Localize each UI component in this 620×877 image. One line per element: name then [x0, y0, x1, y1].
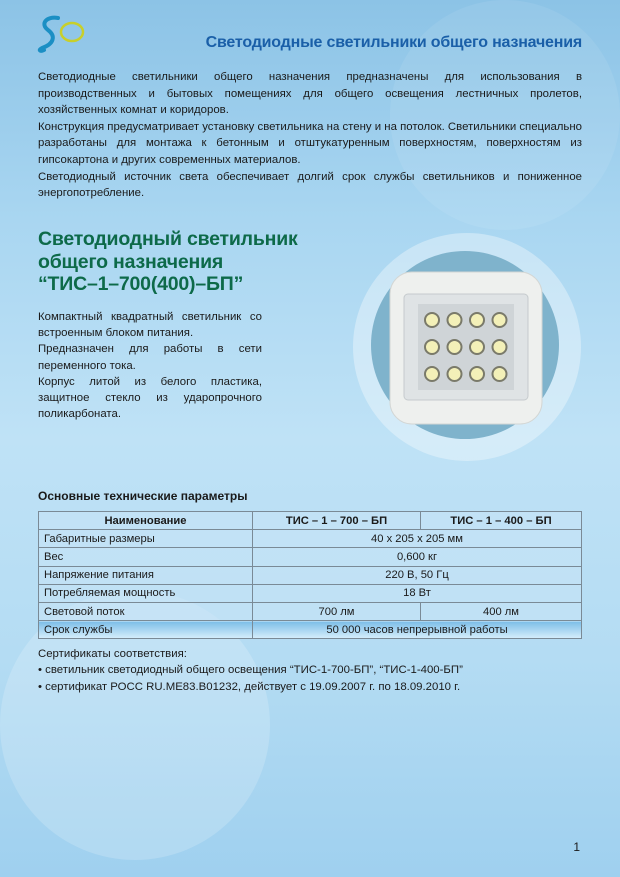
product-description	[38, 309, 262, 422]
row-name: Срок службы	[39, 621, 253, 639]
led-icon	[493, 313, 507, 327]
heading-line: “ТИС–1–700(400)–БП”	[38, 273, 244, 295]
table-row	[39, 548, 582, 566]
led-icon	[448, 313, 462, 327]
row-value: 40 х 205 х 205 мм	[253, 530, 582, 548]
row-value: 400 лм	[421, 602, 582, 620]
page-number: 1	[573, 840, 580, 854]
table-row	[39, 530, 582, 548]
column-header: ТИС – 1 – 400 – БП	[421, 512, 582, 530]
row-name: Габаритные размеры	[39, 530, 253, 548]
column-header: ТИС – 1 – 700 – БП	[253, 512, 421, 530]
table-header-row	[39, 512, 582, 530]
table-row	[39, 621, 582, 639]
row-value: 50 000 часов непрерывной работы	[253, 621, 582, 639]
params-table	[38, 511, 582, 639]
description-paragraph: Предназначен для работы в сети переменного тока.	[38, 343, 262, 372]
row-value: 0,600 кг	[253, 548, 582, 566]
led-icon	[493, 340, 507, 354]
intro-paragraph: Светодиодный источник света обеспечивает долгий срок службы светильников и пониженное энергопотребление.	[38, 170, 582, 200]
row-name: Потребляемая мощность	[39, 584, 253, 602]
product-heading	[38, 228, 298, 296]
led-icon	[425, 340, 439, 354]
description-paragraph: Компактный квадратный светильник со встроенным блоком питания.	[38, 311, 262, 340]
table-row	[39, 566, 582, 584]
certificate-text: сертификат РОСС RU.ME83.B01232, действует с 19.09.2007 г. по 18.09.2010 г.	[45, 680, 461, 693]
column-header: Наименование	[39, 512, 253, 530]
certificates-title: Сертификаты соответствия:	[38, 648, 187, 660]
led-icon	[448, 367, 462, 381]
led-icon	[470, 367, 484, 381]
led-icon	[470, 340, 484, 354]
certificates	[38, 646, 582, 695]
certificate-item: • сертификат РОСС RU.ME83.B01232, действует с 19.09.2007 г. по 18.09.2010 г.	[38, 680, 461, 693]
row-value: 220 В, 50 Гц	[253, 566, 582, 584]
certificate-item: • светильник светодиодный общего освещения “ТИС-1-700-БП”, “ТИС-1-400-БП”	[38, 664, 463, 677]
led-icon	[493, 367, 507, 381]
page-title: Светодиодные светильники общего назначения	[205, 34, 582, 51]
intro-paragraph: Светодиодные светильники общего назначения предназначены для использования в производственных и бытовых помещениях для общего освещения лестничных пролетов, хозяйственных комнат и коридоров.	[38, 71, 582, 117]
intro-text	[38, 69, 582, 202]
led-icon	[448, 340, 462, 354]
logo	[36, 14, 91, 54]
params-title: Основные технические параметры	[38, 489, 248, 503]
table-row	[39, 584, 582, 602]
row-name: Световой поток	[39, 602, 253, 620]
product-photo	[352, 232, 582, 462]
heading-line: Светодиодный светильник	[38, 228, 298, 250]
row-name: Напряжение питания	[39, 566, 253, 584]
led-icon	[425, 313, 439, 327]
led-icon	[425, 367, 439, 381]
intro-paragraph: Конструкция предусматривает установку светильника на стену и на потолок. Светильники специально разработаны для монтажа к бетонным и отштукатуренным поверхностям, поверхностям из гипсокартона и других современных материалов.	[38, 120, 582, 166]
heading-line: общего назначения	[38, 250, 224, 273]
description-paragraph: Корпус литой из белого пластика, защитное стекло из ударопрочного поликарбоната.	[38, 375, 262, 421]
row-value: 700 лм	[253, 602, 421, 620]
row-value: 18 Вт	[253, 584, 582, 602]
table-row	[39, 602, 582, 620]
certificate-text: светильник светодиодный общего освещения “ТИС-1-700-БП”, “ТИС-1-400-БП”	[45, 664, 463, 677]
led-icon	[470, 313, 484, 327]
row-name: Вес	[39, 548, 253, 566]
